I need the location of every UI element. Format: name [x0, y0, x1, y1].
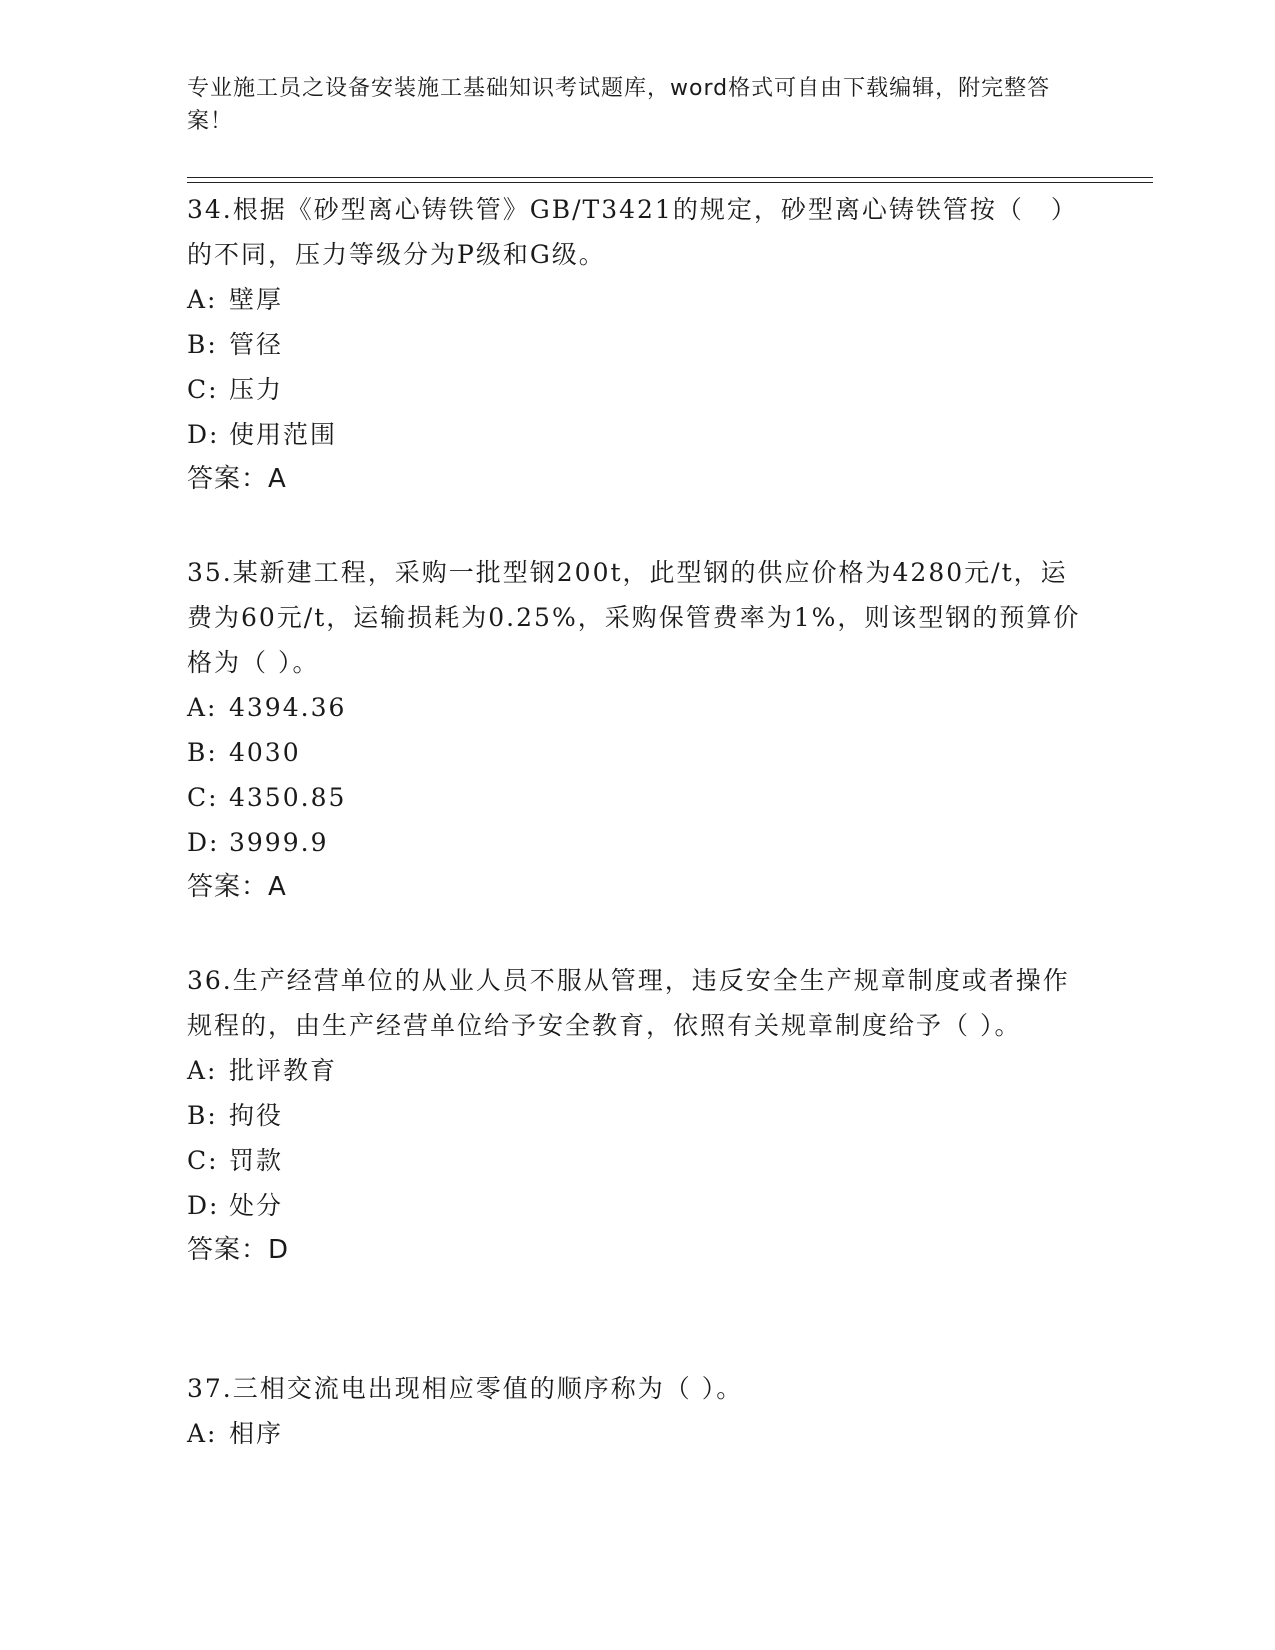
option-label: 3999.9	[229, 828, 329, 857]
option-key: C:	[187, 1146, 219, 1175]
option-label: 相序	[229, 1419, 284, 1448]
option-a	[187, 685, 1087, 730]
question-text: 34.根据《砂型离心铸铁管》GB/T3421的规定，砂型离心铸铁管按（ ）的不同，压力等级分为P级和G级。	[187, 195, 1078, 269]
option-label: 壁厚	[229, 285, 284, 314]
question-34	[187, 187, 1087, 502]
option-c	[187, 775, 1087, 820]
header-divider-top	[187, 177, 1153, 178]
option-a	[187, 1048, 1087, 1093]
option-label: 罚款	[229, 1146, 284, 1175]
option-key: B:	[187, 330, 218, 359]
option-key: A:	[187, 285, 218, 314]
option-label: 使用范围	[229, 420, 338, 449]
answer: 答案：A	[187, 464, 287, 494]
option-label: 4394.36	[229, 693, 347, 722]
option-key: C:	[187, 375, 219, 404]
question-36	[187, 958, 1087, 1273]
answer: 答案：D	[187, 1235, 290, 1265]
option-b	[187, 322, 1087, 367]
option-c	[187, 1138, 1087, 1183]
option-key: D:	[187, 828, 220, 857]
option-label: 拘役	[229, 1101, 284, 1130]
document-header: 专业施工员之设备安装施工基础知识考试题库，word格式可自由下载编辑，附完整答案！	[187, 76, 1051, 134]
option-label: 压力	[229, 375, 284, 404]
option-key: A:	[187, 1419, 218, 1448]
option-c	[187, 367, 1087, 412]
option-d	[187, 1183, 1087, 1228]
question-35	[187, 550, 1087, 910]
option-a	[187, 277, 1087, 322]
option-b	[187, 730, 1087, 775]
option-key: D:	[187, 420, 220, 449]
option-d	[187, 412, 1087, 457]
option-b	[187, 1093, 1087, 1138]
question-text: 37.三相交流电出现相应零值的顺序称为（ ）。	[187, 1374, 744, 1403]
option-label: 4030	[229, 738, 301, 767]
question-text: 36.生产经营单位的从业人员不服从管理，违反安全生产规章制度或者操作规程的，由生产经营单位给予安全教育，依照有关规章制度给予（ ）。	[187, 966, 1070, 1040]
option-key: B:	[187, 738, 218, 767]
question-37	[187, 1366, 1087, 1456]
answer: 答案：A	[187, 872, 287, 902]
option-key: C:	[187, 783, 219, 812]
option-label: 4350.85	[229, 783, 347, 812]
option-label: 管径	[229, 330, 284, 359]
option-label: 批评教育	[229, 1056, 338, 1085]
option-label: 处分	[229, 1191, 284, 1220]
option-key: D:	[187, 1191, 220, 1220]
header-divider-bottom	[187, 182, 1153, 183]
option-a	[187, 1411, 1087, 1456]
option-key: A:	[187, 693, 218, 722]
question-text: 35.某新建工程，采购一批型钢200t，此型钢的供应价格为4280元/t，运费为60元/t，运输损耗为0.25%，采购保管费率为1%，则该型钢的预算价格为（ ）。	[187, 558, 1081, 677]
option-key: B:	[187, 1101, 218, 1130]
option-key: A:	[187, 1056, 218, 1085]
option-d	[187, 820, 1087, 865]
